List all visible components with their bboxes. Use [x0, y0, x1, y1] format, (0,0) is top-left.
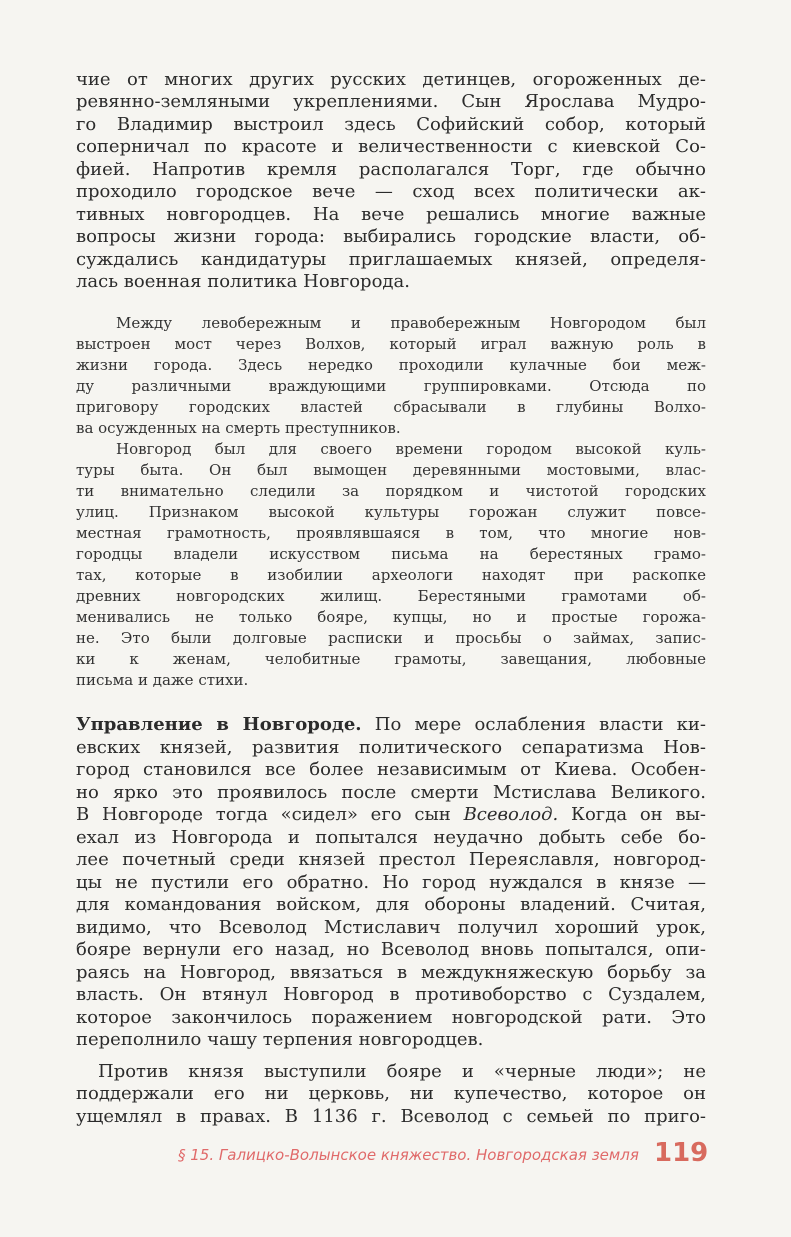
- small-line: ти внимательно следили за порядком и чистотой городских: [76, 482, 706, 500]
- body-line: ревянно-земляными укреплениями. Сын Ярослава Мудро-: [76, 91, 706, 112]
- body-line: лась военная политика Новгорода.: [76, 271, 410, 292]
- body-line: тивных новгородцев. На вече решались многие важные: [76, 204, 706, 225]
- small-line: письма и даже стихи.: [76, 671, 249, 689]
- body-line: проходило городское вече — сход всех политически ак-: [76, 181, 706, 202]
- body-line: раясь на Новгород, ввязаться в междукняжескую борьбу за: [76, 962, 706, 983]
- small-line: местная грамотность, проявлявшаяся в том, что многие нов-: [76, 524, 706, 542]
- body-line: суждались кандидатуры приглашаемых князей, определя-: [76, 249, 706, 270]
- body-text: В Новгороде тогда «сидел» его сын: [76, 804, 464, 825]
- body-line: город становился все более независимым от Киева. Особен-: [76, 759, 706, 780]
- section-first-line: [76, 714, 706, 736]
- body-line: ехал из Новгорода и попытался неудачно добыть себе бо-: [76, 827, 706, 848]
- small-line: древних новгородских жилищ. Берестяными грамотами об-: [76, 587, 706, 605]
- section-heading: Управление в Новгороде.: [76, 714, 362, 735]
- small-line: ва осужденных на смерть преступников.: [76, 419, 401, 437]
- small-line: менивались не только бояре, купцы, но и простые горожа-: [76, 608, 706, 626]
- body-line: власть. Он втянул Новгород в противоборство с Суздалем,: [76, 984, 706, 1005]
- body-line: соперничал по красоте и величественности с киевской Со-: [76, 136, 706, 157]
- small-line: туры быта. Он был вымощен деревянными мостовыми, влас-: [76, 461, 706, 479]
- body-line: цы не пустили его обратно. Но город нуждался в князе —: [76, 872, 706, 893]
- small-line: жизни города. Здесь нередко проходили кулачные бои меж-: [76, 356, 706, 374]
- body-line: которое закончилось поражением новгородской рати. Это: [76, 1007, 706, 1028]
- body-line: чие от многих других русских детинцев, огороженных де-: [76, 69, 706, 90]
- page-number: 119: [654, 1138, 709, 1168]
- body-line: переполнило чашу терпения новгородцев.: [76, 1029, 484, 1050]
- small-line: выстроен мост через Волхов, который играл важную роль в: [76, 335, 706, 353]
- italic-name: Всеволод.: [463, 804, 559, 825]
- body-line-with-italic: [76, 804, 706, 826]
- small-line: городцы владели искусством письма на берестяных грамо-: [76, 545, 706, 563]
- body-line: бояре вернули его назад, но Всеволод вновь попытался, опи-: [76, 939, 706, 960]
- small-line: ду различными враждующими группировками. Отсюда по: [76, 377, 706, 395]
- body-line: лее почетный среди князей престол Переяславля, новгород-: [76, 849, 706, 870]
- body-line: Против князя выступили бояре и «черные люди»; не: [98, 1061, 706, 1082]
- body-line: поддержали его ни церковь, ни купечество, которое он: [76, 1083, 706, 1104]
- body-line: но ярко это проявилось после смерти Мстислава Великого.: [76, 782, 706, 803]
- body-line: для командования войском, для обороны владений. Считая,: [76, 894, 706, 915]
- body-line: евских князей, развития политического сепаратизма Нов-: [76, 737, 706, 758]
- body-line: ущемлял в правах. В 1136 г. Всеволод с семьей по приго-: [76, 1106, 706, 1127]
- small-line: улиц. Признаком высокой культуры горожан служит повсе-: [76, 503, 706, 521]
- small-line: не. Это были долговые расписки и просьбы о займах, запис-: [76, 629, 706, 647]
- small-line: ки к женам, челобитные грамоты, завещания, любовные: [76, 650, 706, 668]
- section-first-line-text: По мере ослабления власти ки-: [361, 714, 706, 735]
- body-line: го Владимир выстроил здесь Софийский собор, который: [76, 114, 706, 135]
- body-line: видимо, что Всеволод Мстиславич получил хороший урок,: [76, 917, 706, 938]
- small-line: приговору городских властей сбрасывали в глубины Волхо-: [76, 398, 706, 416]
- body-line: вопросы жизни города: выбирались городские власти, об-: [76, 226, 706, 247]
- small-line: Новгород был для своего времени городом высокой куль-: [116, 440, 706, 458]
- running-footer: § 15. Галицко-Волынское княжество. Новгородская земля: [178, 1146, 639, 1164]
- small-line: Между левобережным и правобережным Новгородом был: [116, 314, 706, 332]
- body-text: Когда он вы-: [558, 804, 706, 825]
- body-line: фией. Напротив кремля располагался Торг, где обычно: [76, 159, 706, 180]
- small-line: тах, которые в изобилии археологи находят при раскопке: [76, 566, 706, 584]
